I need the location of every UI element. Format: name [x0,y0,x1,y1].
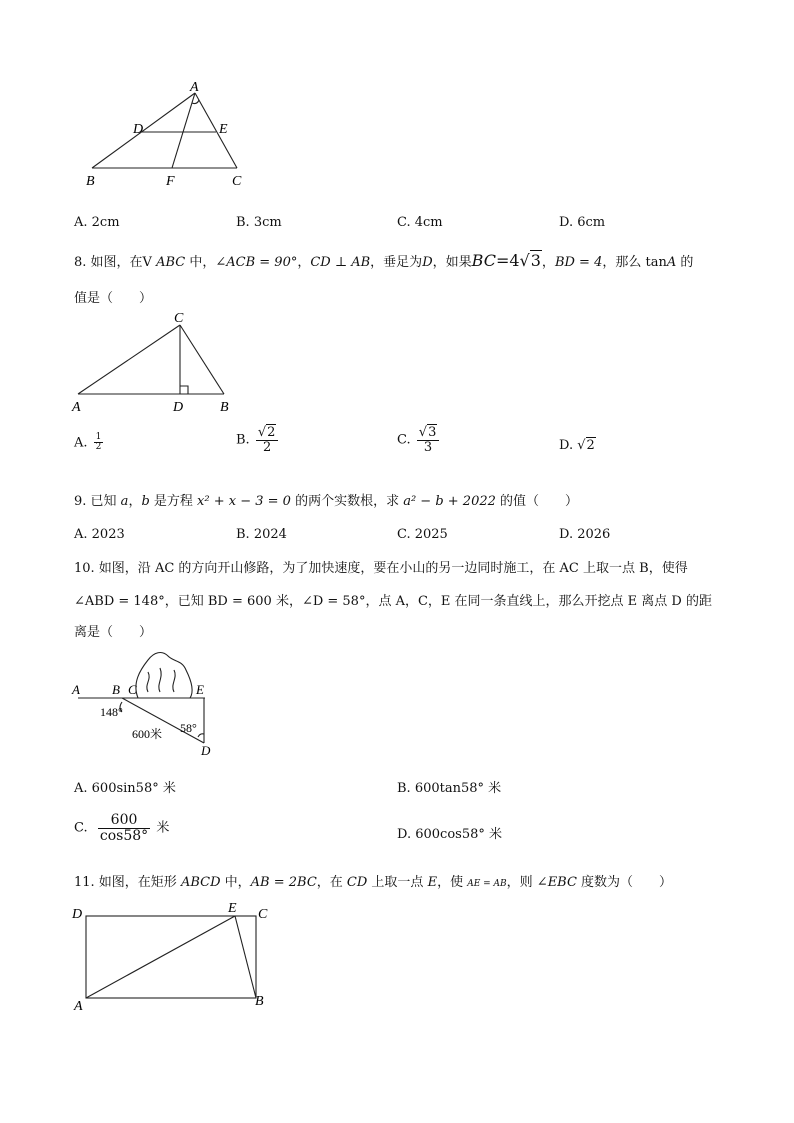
q11-text: 上取一点 [367,875,428,890]
q8-number: 8. 如图，在 [74,255,143,270]
mountain-outline [136,653,192,698]
q8-tan-a: A [666,255,677,270]
label-angle-148: 148° [100,705,123,719]
figure-q10-mountain-road [70,648,220,760]
q9-text: 是方程 [149,494,198,509]
q8-option-c[interactable]: C. $\frac{√3}{3}$ [397,426,441,454]
option-label: B. [236,432,250,448]
side-ab [92,93,195,168]
label-c: C [128,682,137,697]
q9-text: 9. 已知 [74,494,121,509]
label-a: A [190,80,199,95]
label-f: F [166,174,175,189]
q11-ae-ab: AE = AB [467,879,507,889]
fraction-denominator: 2 [95,442,102,453]
q11-rect-name: ABCD [180,875,221,890]
side-ac [195,93,237,168]
q11-text: 11. 如图，在矩形 [74,875,181,890]
q9-text: 的值（ ） [495,494,579,509]
fraction-numerator: 1 [95,432,102,442]
label-d: D [133,122,144,137]
q11-point-e: E [427,875,438,890]
option-unit: 米 [156,820,170,836]
q10-stem-line3: 离是（ ） [74,625,153,640]
option-label: C. [397,432,411,448]
q11-text: ，使 [437,875,468,890]
sqrt-value: 2 [586,438,595,453]
fraction-numerator: 600 [98,813,150,829]
q7-option-a[interactable]: A. 2cm [74,215,120,230]
q11-condition: AB = 2BC [250,875,317,890]
q9-option-b[interactable]: B. 2024 [236,527,287,542]
q10-option-b[interactable]: B. 600tan58° 米 [397,781,502,796]
q8-stem-line2: 值是（ ） [74,291,153,306]
fraction-numerator: 3 [428,425,437,440]
side-cb [180,325,224,394]
q11-side-cd: CD [346,875,368,890]
q11-text: ，则 [506,875,537,890]
q9-expression: a² − b + 2022 [403,494,496,509]
label-b: B [255,994,264,1009]
q11-text: 度数为（ ） [576,875,673,890]
label-a: A [72,400,81,415]
figure-q7-triangle [80,76,255,191]
angle-58-arc [198,734,204,737]
q8-bd: BD = 4 [554,255,603,270]
q7-option-c[interactable]: C. 4cm [397,215,443,230]
q8-bc: BC [471,251,496,270]
q10-stem-line2: ∠ABD = 148°，已知 BD = 600 米，∠D = 58°，点 A，C，E 在同一条直线上，那么开挖点 E 离点 D 的距 [74,594,712,609]
q11-stem [74,871,672,890]
q11-angle-ebc: ∠EBC [536,875,577,890]
q8-foot-point: D [422,255,433,270]
option-label: A. [74,435,88,451]
fraction-denominator: 3 [423,439,433,455]
fraction-denominator: 2 [262,439,272,455]
q8-option-a[interactable] [74,433,105,453]
q8-text: 中， [185,255,216,270]
label-c: C [258,907,268,922]
q7-option-b[interactable]: B. 3cm [236,215,282,230]
q9-var-b: b [141,494,150,509]
q11-text: ，在 [316,875,347,890]
q10-option-d[interactable]: D. 600cos58° 米 [397,827,502,842]
q10-option-c[interactable] [74,813,169,843]
segment-ae [86,916,235,998]
label-d: D [201,743,211,758]
label-e: E [228,901,237,916]
right-angle-mark [180,386,188,394]
option-label: D. [559,438,574,453]
label-angle-58: 58° [180,721,197,735]
q7-option-d[interactable]: D. 6cm [559,215,606,230]
fraction-numerator: 2 [267,425,276,440]
figure-q11-rectangle [70,898,280,1016]
q8-foot: ，垂足为 [370,255,423,270]
q8-bc-value: =4 [495,251,520,270]
label-a: A [74,999,83,1014]
q8-tail: 的 [676,255,694,270]
fraction-denominator: cos58° [99,827,149,844]
q9-option-d[interactable]: D. 2026 [559,527,611,542]
q9-equation: x² + x − 3 = 0 [197,494,291,509]
q11-text: 中， [220,875,251,890]
q8-perp: CD ⊥ AB [310,255,371,270]
label-distance-600: 600米 [132,727,163,741]
label-d: D [72,907,83,922]
q9-sep: ， [128,494,142,509]
label-c: C [232,174,242,189]
q9-stem [74,490,578,509]
label-b: B [112,682,120,697]
option-label: C. [74,820,88,836]
q8-option-b[interactable]: B. $\frac{√2}{2}$ [236,426,280,454]
q8-stem-line1: 8. 如图，在V ABC 中，∠ACB = 90°，CD ⊥ AB，垂足为D，如果BC=4√3，BD = 4，那么 tanA 的 [74,251,694,270]
label-a: A [72,682,80,697]
q8-angle: ∠ACB = 90° [215,255,298,270]
q8-then: ，那么 tan [602,255,667,270]
q8-triangle-name: ABC [156,255,186,270]
segment-af [172,93,195,168]
q8-bc-sqrt: 3 [530,251,541,270]
q10-option-a[interactable]: A. 600sin58° 米 [74,781,176,796]
label-b: B [86,174,95,189]
label-d: D [173,400,184,415]
q9-text: 的两个实数根，求 [290,494,404,509]
q8-triangle-symbol: V [142,255,152,270]
q9-var-a: a [120,494,129,509]
side-ac [78,325,180,394]
rectangle-abcd [86,916,256,998]
q10-stem-line1: 10. 如图，沿 AC 的方向开山修路，为了加快速度，要在小山的另一边同时施工，在 AC 上取一点 B，使得 [74,561,688,576]
label-b: B [220,400,229,415]
figure-q8-right-triangle [70,308,240,416]
q8-if: ，如果 [432,255,472,270]
q9-option-c[interactable]: C. 2025 [397,527,448,542]
label-e: E [196,682,204,697]
q8-option-d[interactable]: D. √2 [559,438,595,453]
q9-option-a[interactable]: A. 2023 [74,527,125,542]
mountain-texture [147,668,175,692]
label-e: E [219,122,228,137]
segment-eb [235,916,256,998]
label-c: C [174,311,184,326]
